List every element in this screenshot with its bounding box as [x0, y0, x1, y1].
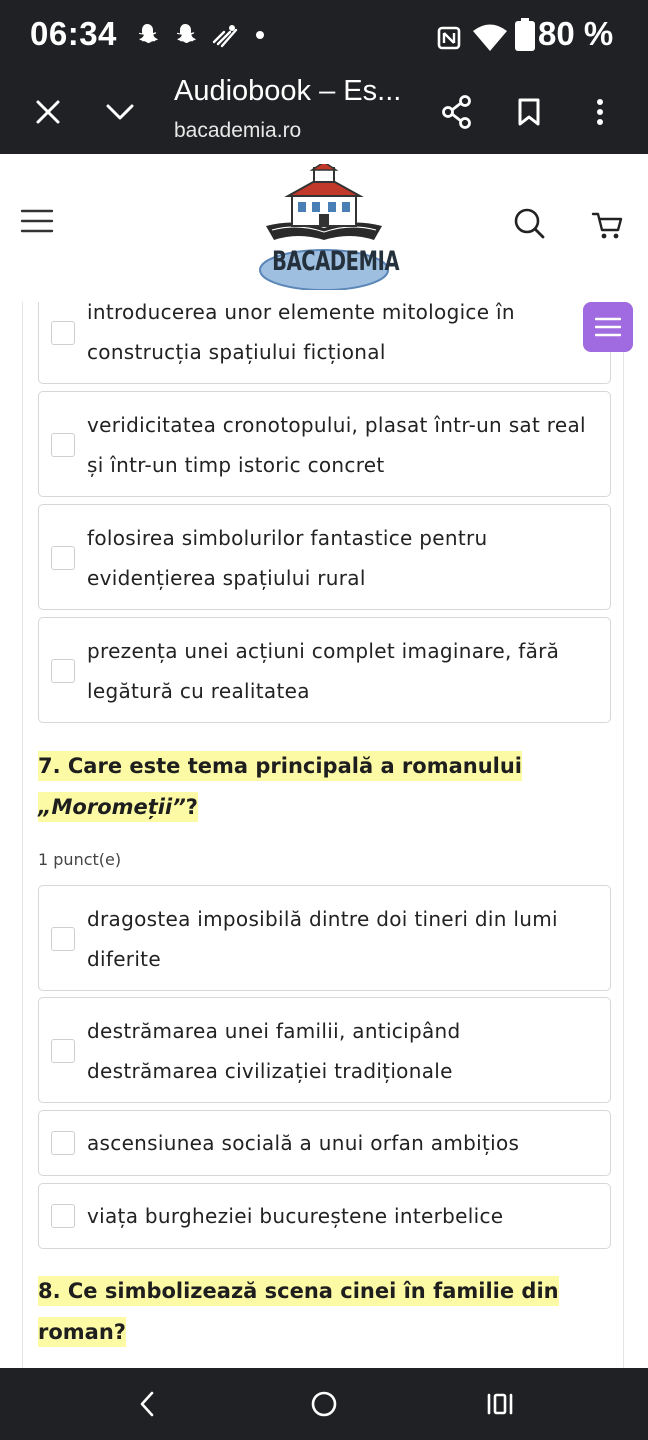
answer-text: introducerea unor elemente mitologice în construcția spațiului ficțional — [87, 302, 515, 364]
question-7-title: 7. Care este tema principală a romanului „Moromeții”? — [38, 746, 598, 828]
menu-icon — [595, 316, 621, 338]
home-icon — [310, 1390, 338, 1418]
snapchat-icon — [172, 22, 198, 52]
status-bar — [0, 0, 648, 70]
answer-text: viața burgheziei bucureștene interbelice — [87, 1204, 504, 1228]
answer-option[interactable] — [38, 391, 611, 497]
site-header — [0, 154, 648, 302]
page-title: Audiobook – Es... — [174, 75, 402, 107]
answer-option[interactable] — [38, 302, 611, 384]
site-logo[interactable] — [252, 164, 400, 290]
answer-checkbox[interactable] — [51, 659, 75, 683]
question-8-title: 8. Ce simbolizează scena cinei în familie din roman? — [38, 1271, 598, 1353]
bookmark-icon — [517, 97, 541, 127]
system-navigation-bar — [0, 1368, 648, 1440]
bookmark-button[interactable] — [505, 88, 553, 136]
recents-button[interactable] — [475, 1382, 525, 1426]
wifi-icon — [472, 22, 508, 56]
answer-option[interactable] — [38, 997, 611, 1103]
hamburger-menu-icon — [20, 206, 54, 236]
answer-option[interactable] — [38, 1183, 611, 1249]
share-button[interactable] — [433, 88, 481, 136]
question-points: 1 punct(e) — [38, 850, 122, 869]
close-icon — [35, 99, 61, 125]
answer-checkbox[interactable] — [51, 1039, 75, 1063]
back-button[interactable] — [122, 1382, 172, 1426]
answer-option[interactable] — [38, 617, 611, 723]
more-vert-icon — [596, 98, 604, 126]
cart-icon — [590, 208, 624, 242]
answer-option[interactable] — [38, 1110, 611, 1176]
answer-option[interactable] — [38, 504, 611, 610]
answer-checkbox[interactable] — [51, 433, 75, 457]
answer-text: dragostea imposibilă dintre doi tineri din lumi diferite — [87, 907, 558, 971]
logo-text: BACADEMIA — [272, 246, 400, 277]
answer-text: destrămarea unei familii, anticipând destrămarea civilizației tradiționale — [87, 1019, 461, 1083]
back-icon — [137, 1390, 157, 1418]
battery-percent: 80 % — [538, 15, 614, 52]
answer-checkbox[interactable] — [51, 321, 75, 345]
site-search-button[interactable] — [512, 206, 554, 248]
snapchat-icon — [134, 22, 160, 52]
content-border-right — [623, 302, 624, 1368]
search-icon — [512, 206, 546, 240]
floating-menu-button[interactable] — [583, 302, 633, 352]
status-notification-icons — [134, 22, 268, 52]
answer-checkbox[interactable] — [51, 1131, 75, 1155]
battery-icon — [514, 18, 536, 56]
content-border-left — [22, 302, 23, 1368]
answer-option[interactable] — [38, 885, 611, 991]
home-button[interactable] — [299, 1382, 349, 1426]
answer-text: folosirea simbolurilor fantastice pentru evidențierea spațiului rural — [87, 526, 488, 590]
close-button[interactable] — [24, 88, 72, 136]
page-url: bacademia.ro — [174, 119, 302, 142]
answer-text: prezența unei acțiuni complet imaginare, fără legătură cu realitatea — [87, 639, 560, 703]
cart-button[interactable] — [590, 208, 630, 248]
answer-checkbox[interactable] — [51, 546, 75, 570]
status-time: 06:34 — [30, 15, 117, 52]
site-menu-button[interactable] — [20, 206, 58, 246]
answer-text: ascensiunea socială a unui orfan ambițios — [87, 1131, 520, 1155]
answer-checkbox[interactable] — [51, 1204, 75, 1228]
chevron-down-icon — [105, 102, 135, 122]
recents-icon — [486, 1392, 514, 1416]
answer-checkbox[interactable] — [51, 927, 75, 951]
notification-dot-icon — [252, 27, 268, 47]
browser-toolbar — [0, 70, 648, 154]
minimize-button[interactable] — [96, 88, 144, 136]
answer-text: veridicitatea cronotopului, plasat într-un sat real și într-un timp istoric concret — [87, 413, 586, 477]
nfc-icon — [436, 25, 462, 55]
share-icon — [441, 95, 473, 129]
app-icon — [210, 22, 240, 52]
quiz-content — [0, 302, 648, 1368]
more-options-button[interactable] — [576, 88, 624, 136]
